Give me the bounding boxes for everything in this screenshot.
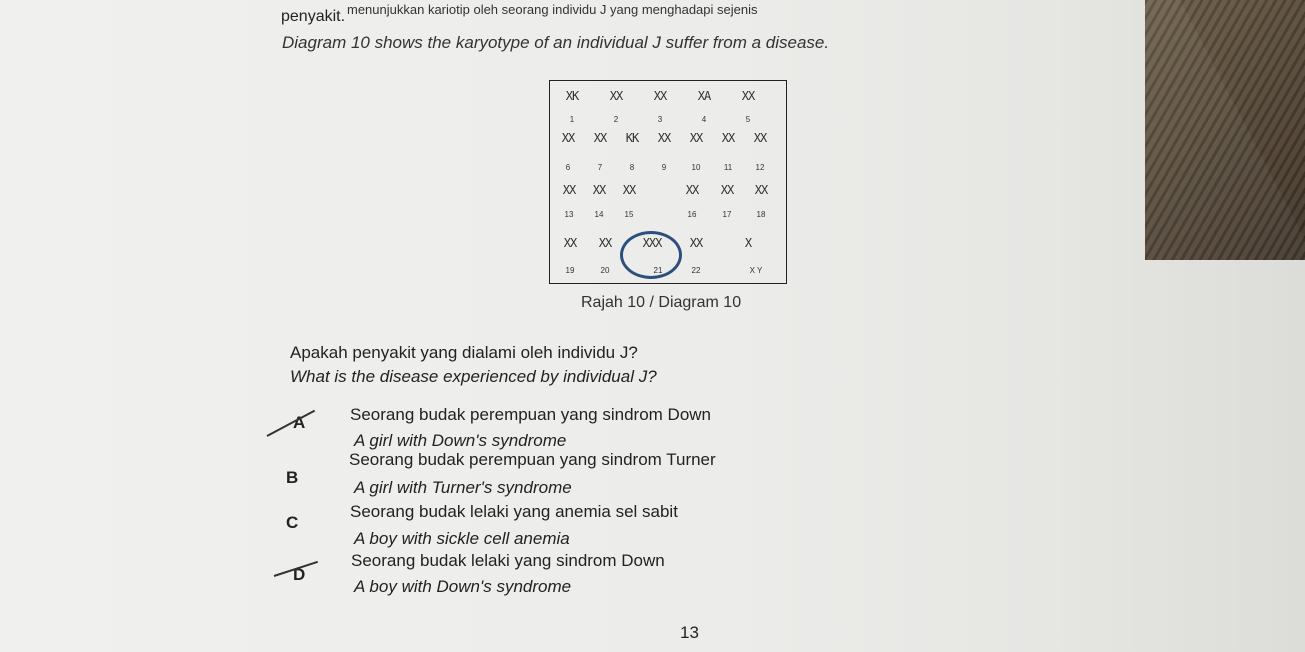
- chromosome-label-13: 13: [564, 210, 574, 219]
- chromosome-19: XX: [563, 236, 577, 250]
- chromosome-16: XX: [685, 183, 699, 197]
- chromosome-17: XX: [720, 183, 734, 197]
- chromosome-6: XX: [561, 131, 575, 145]
- highlight-circle-21: [620, 231, 682, 279]
- option-b-malay: Seorang budak perempuan yang sindrom Turner: [349, 450, 716, 469]
- chromosome-label-16: 16: [687, 210, 697, 219]
- chromosome-10: XX: [689, 131, 703, 145]
- chromosome-12: XX: [753, 131, 767, 145]
- chromosome-11: XX: [721, 131, 735, 145]
- chromosome-label-15: 15: [624, 210, 634, 219]
- chromosome-15: XX: [622, 183, 636, 197]
- chromosome-label-7: 7: [597, 163, 603, 172]
- chromosome-label-21: 21: [653, 266, 663, 275]
- chromosome-label-1: 1: [569, 115, 575, 124]
- option-a-label: A: [293, 413, 306, 432]
- diagram-caption: Rajah 10 / Diagram 10: [581, 294, 742, 311]
- chromosome-label-11: 11: [723, 163, 733, 172]
- chromosome-8: KK: [625, 131, 639, 145]
- chromosome-label-2: 2: [613, 115, 619, 124]
- header-line1-left: penyakit.: [281, 8, 346, 25]
- chromosome-22: XX: [689, 236, 703, 250]
- chromosome-label-9: 9: [661, 163, 667, 172]
- chromosome-label-22: 22: [691, 266, 701, 275]
- chromosome-label-8: 8: [629, 163, 635, 172]
- chromosome-14: XX: [592, 183, 606, 197]
- chromosome-13: XX: [562, 183, 576, 197]
- chromosome-7: XX: [593, 131, 607, 145]
- chromosome-sex: X: [744, 236, 752, 250]
- chromosome-9: XX: [657, 131, 671, 145]
- chromosome-1: XK: [565, 89, 579, 103]
- option-b-english: A girl with Turner's syndrome: [354, 478, 572, 497]
- chromosome-18: XX: [754, 183, 768, 197]
- chromosome-3: XX: [653, 89, 667, 103]
- option-a-english: A girl with Down's syndrome: [354, 431, 567, 450]
- option-d-label: D: [293, 565, 306, 584]
- chromosome-label-4: 4: [701, 115, 707, 124]
- question-english: What is the disease experienced by individual J?: [290, 367, 657, 386]
- question-malay: Apakah penyakit yang dialami oleh individu J?: [290, 343, 638, 362]
- header-line1-right: menunjukkan kariotip oleh seorang individu J yang menghadapi sejenis: [347, 2, 758, 17]
- option-c-label: C: [286, 513, 299, 532]
- chromosome-label-6: 6: [565, 163, 571, 172]
- chromosome-label-5: 5: [745, 115, 751, 124]
- option-c-english: A boy with sickle cell anemia: [354, 529, 570, 548]
- chromosome-2: XX: [609, 89, 623, 103]
- chromosome-label-14: 14: [594, 210, 604, 219]
- chromosome-label-3: 3: [657, 115, 663, 124]
- chromosome-label-20: 20: [600, 266, 610, 275]
- option-d-malay: Seorang budak lelaki yang sindrom Down: [351, 551, 665, 570]
- chromosome-4: XA: [697, 89, 711, 103]
- option-b-label: B: [286, 468, 299, 487]
- chromosome-label-12: 12: [755, 163, 765, 172]
- option-a-malay: Seorang budak perempuan yang sindrom Down: [350, 405, 712, 424]
- option-c-malay: Seorang budak lelaki yang anemia sel sabit: [350, 502, 678, 521]
- wood-background: [1145, 0, 1305, 260]
- chromosome-label-19: 19: [565, 266, 575, 275]
- page-number: 13: [680, 623, 699, 642]
- option-d-english: A boy with Down's syndrome: [354, 577, 572, 596]
- chromosome-label-17: 17: [722, 210, 732, 219]
- karyotype-diagram: [549, 80, 787, 284]
- chromosome-label-18: 18: [756, 210, 766, 219]
- chromosome-20: XX: [598, 236, 612, 250]
- chromosome-label-10: 10: [691, 163, 701, 172]
- chromosome-5: XX: [741, 89, 755, 103]
- diagram-description: Diagram 10 shows the karyotype of an individual J suffer from a disease.: [282, 33, 830, 52]
- chromosome-21: XXX: [642, 236, 662, 250]
- chromosome-label-sex: X Y: [749, 266, 763, 275]
